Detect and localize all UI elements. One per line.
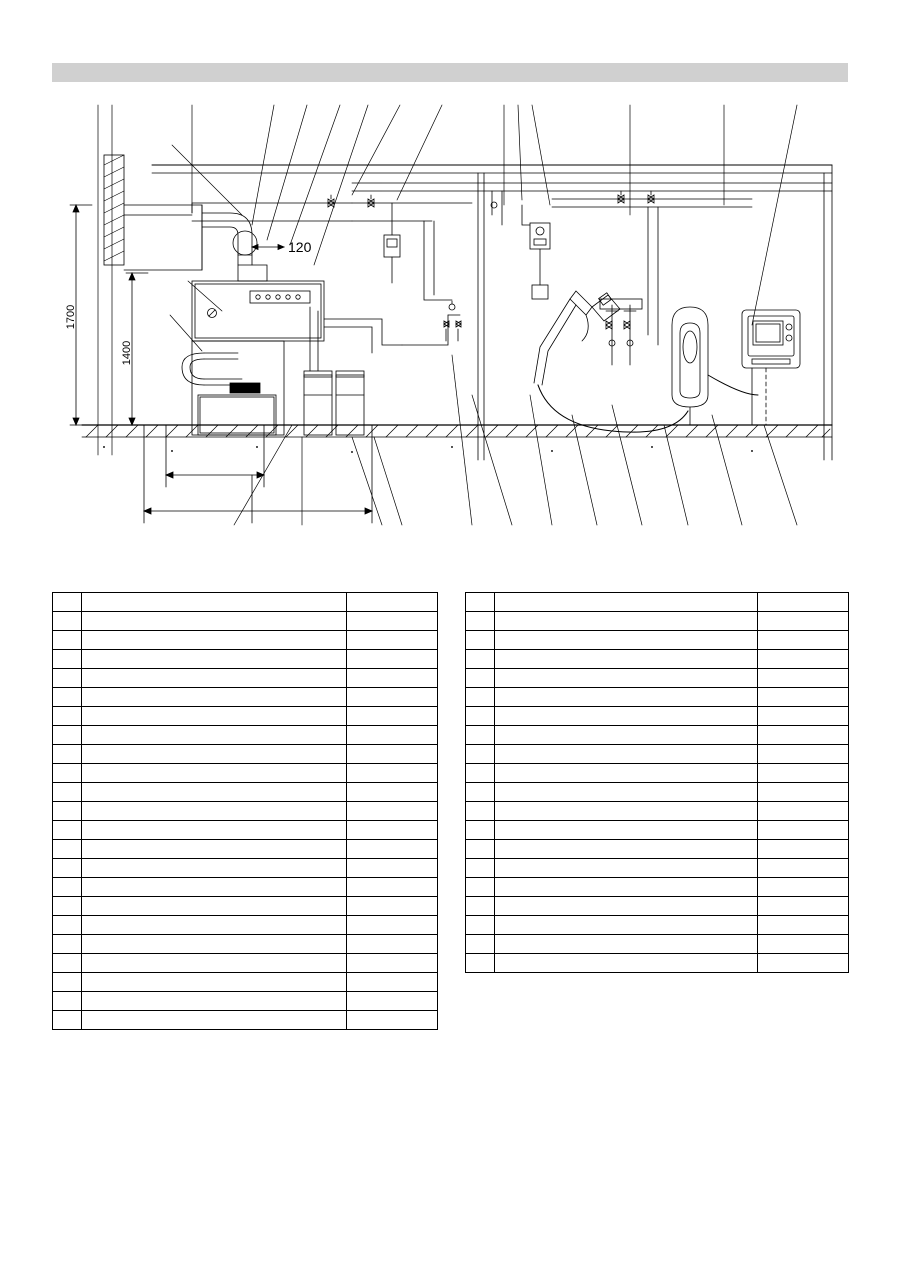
legend-item-reference (347, 726, 438, 745)
legend-item-reference (758, 650, 849, 669)
legend-item-description (494, 859, 758, 878)
legend-item-number (53, 992, 82, 1011)
legend-item-number (466, 707, 495, 726)
legend-item-number (53, 935, 82, 954)
legend-item-description (81, 650, 347, 669)
legend-row (53, 745, 438, 764)
legend-item-number (53, 612, 82, 631)
legend-item-reference (758, 707, 849, 726)
legend-item-number (53, 973, 82, 992)
legend-row (466, 916, 849, 935)
legend-row (466, 707, 849, 726)
legend-row (466, 593, 849, 612)
legend-row (53, 688, 438, 707)
legend-item-reference (347, 745, 438, 764)
legend-row (466, 669, 849, 688)
legend-item-number (53, 650, 82, 669)
legend-table-right (465, 592, 849, 973)
legend-row (466, 745, 849, 764)
legend-row (53, 726, 438, 745)
legend-row (466, 859, 849, 878)
legend-item-description (494, 650, 758, 669)
legend-item-description (81, 802, 347, 821)
legend-row (53, 1011, 438, 1030)
legend-item-reference (347, 783, 438, 802)
legend-item-description (81, 954, 347, 973)
legend-row (466, 631, 849, 650)
legend-row (466, 954, 849, 973)
legend-item-reference (758, 897, 849, 916)
legend-item-number (53, 631, 82, 650)
legend-item-description (81, 783, 347, 802)
legend-item-reference (347, 764, 438, 783)
legend-item-reference (758, 688, 849, 707)
installation-drawing (52, 95, 848, 565)
legend-row (466, 612, 849, 631)
legend-item-number (466, 897, 495, 916)
svg-text:120: 120 (288, 239, 312, 255)
legend-item-description (494, 688, 758, 707)
legend-item-reference (758, 612, 849, 631)
legend-item-reference (758, 669, 849, 688)
legend-item-number (53, 593, 82, 612)
legend-item-description (494, 954, 758, 973)
legend-item-number (466, 631, 495, 650)
legend-row (53, 612, 438, 631)
legend-row (466, 764, 849, 783)
legend-item-number (466, 821, 495, 840)
legend-item-reference (347, 821, 438, 840)
legend-item-reference (758, 726, 849, 745)
legend-item-number (53, 688, 82, 707)
legend-row (53, 973, 438, 992)
legend-item-description (81, 631, 347, 650)
legend-item-description (81, 764, 347, 783)
legend-item-number (466, 802, 495, 821)
legend-item-description (494, 935, 758, 954)
legend-item-description (81, 669, 347, 688)
legend-row (53, 878, 438, 897)
legend-row (53, 935, 438, 954)
legend-item-number (466, 840, 495, 859)
legend-item-reference (347, 878, 438, 897)
legend-item-number (466, 954, 495, 973)
header-bar (52, 63, 848, 82)
legend-item-number (466, 688, 495, 707)
legend-row (53, 992, 438, 1011)
legend-item-description (494, 916, 758, 935)
legend-item-number (53, 1011, 82, 1030)
legend-row (466, 688, 849, 707)
legend-row (53, 802, 438, 821)
legend-item-reference (347, 954, 438, 973)
legend-item-reference (347, 707, 438, 726)
legend-right-body (466, 593, 849, 973)
legend-item-number (466, 916, 495, 935)
legend-item-reference (347, 593, 438, 612)
legend-item-reference (347, 631, 438, 650)
legend-item-number (466, 764, 495, 783)
legend-item-reference (758, 631, 849, 650)
legend-item-reference (347, 992, 438, 1011)
legend-row (53, 859, 438, 878)
legend-row (466, 783, 849, 802)
legend-item-description (494, 878, 758, 897)
legend-item-number (53, 916, 82, 935)
legend-item-description (81, 840, 347, 859)
legend-item-description (494, 802, 758, 821)
legend-item-description (81, 612, 347, 631)
legend-item-description (81, 745, 347, 764)
legend-row (466, 821, 849, 840)
legend-item-reference (758, 764, 849, 783)
legend-item-number (466, 783, 495, 802)
legend-item-description (81, 859, 347, 878)
legend-item-number (466, 650, 495, 669)
svg-text:1400: 1400 (121, 340, 133, 366)
legend-item-number (53, 783, 82, 802)
legend-item-description (494, 840, 758, 859)
legend-row (53, 764, 438, 783)
legend-item-reference (758, 821, 849, 840)
legend-item-number (466, 878, 495, 897)
legend-item-reference (347, 688, 438, 707)
legend-item-reference (758, 878, 849, 897)
legend-item-reference (347, 669, 438, 688)
legend-item-description (494, 764, 758, 783)
legend-item-reference (758, 745, 849, 764)
legend-item-description (494, 897, 758, 916)
legend-item-description (494, 821, 758, 840)
legend-item-description (81, 897, 347, 916)
legend-row (53, 954, 438, 973)
legend-item-number (53, 878, 82, 897)
legend-row (466, 935, 849, 954)
svg-text:1700: 1700 (65, 304, 77, 330)
legend-item-description (81, 992, 347, 1011)
legend-item-description (81, 707, 347, 726)
legend-item-description (81, 726, 347, 745)
legend-item-description (81, 821, 347, 840)
legend-item-reference (347, 1011, 438, 1030)
legend-row (53, 593, 438, 612)
legend-table-left (52, 592, 438, 1030)
legend-row (466, 840, 849, 859)
legend-item-description (81, 593, 347, 612)
legend-item-number (53, 840, 82, 859)
legend-item-number (53, 669, 82, 688)
legend-row (466, 650, 849, 669)
legend-row (466, 726, 849, 745)
legend-left-body (53, 593, 438, 1030)
legend-item-reference (347, 859, 438, 878)
legend-item-description (494, 707, 758, 726)
legend-item-reference (758, 593, 849, 612)
legend-item-number (466, 935, 495, 954)
legend-item-number (53, 821, 82, 840)
legend-item-number (466, 612, 495, 631)
legend-item-number (466, 859, 495, 878)
legend-item-description (81, 1011, 347, 1030)
legend-item-description (494, 726, 758, 745)
legend-item-reference (347, 802, 438, 821)
legend-item-reference (347, 897, 438, 916)
legend-item-reference (758, 935, 849, 954)
legend-item-reference (347, 840, 438, 859)
legend-item-description (81, 688, 347, 707)
legend-row (53, 821, 438, 840)
legend-row (53, 840, 438, 859)
legend-row (466, 878, 849, 897)
legend-item-reference (758, 954, 849, 973)
legend-item-number (53, 802, 82, 821)
legend-item-reference (758, 783, 849, 802)
legend-item-reference (347, 612, 438, 631)
legend-item-reference (758, 840, 849, 859)
legend-item-reference (347, 650, 438, 669)
legend-row (53, 669, 438, 688)
legend-item-description (494, 593, 758, 612)
legend-row (53, 650, 438, 669)
legend-item-number (53, 745, 82, 764)
legend-item-number (466, 669, 495, 688)
legend-item-number (53, 726, 82, 745)
legend-row (53, 631, 438, 650)
legend-item-description (81, 878, 347, 897)
legend-item-description (494, 745, 758, 764)
legend-item-number (53, 707, 82, 726)
legend-item-reference (347, 973, 438, 992)
legend-row (53, 897, 438, 916)
legend-item-description (494, 783, 758, 802)
legend-item-number (53, 897, 82, 916)
legend-item-reference (758, 859, 849, 878)
legend-item-number (466, 745, 495, 764)
legend-row (466, 897, 849, 916)
legend-row (53, 707, 438, 726)
legend-item-reference (347, 935, 438, 954)
legend-item-reference (347, 916, 438, 935)
legend-item-number (53, 859, 82, 878)
legend-item-description (81, 935, 347, 954)
legend-item-reference (758, 916, 849, 935)
legend-item-description (494, 669, 758, 688)
legend-item-description (494, 631, 758, 650)
legend-item-description (81, 916, 347, 935)
legend-item-number (466, 726, 495, 745)
legend-row (53, 783, 438, 802)
legend-item-reference (758, 802, 849, 821)
legend-row (466, 802, 849, 821)
legend-item-number (466, 593, 495, 612)
legend-item-description (81, 973, 347, 992)
legend-item-number (53, 954, 82, 973)
legend-row (53, 916, 438, 935)
legend-item-number (53, 764, 82, 783)
legend-item-description (494, 612, 758, 631)
